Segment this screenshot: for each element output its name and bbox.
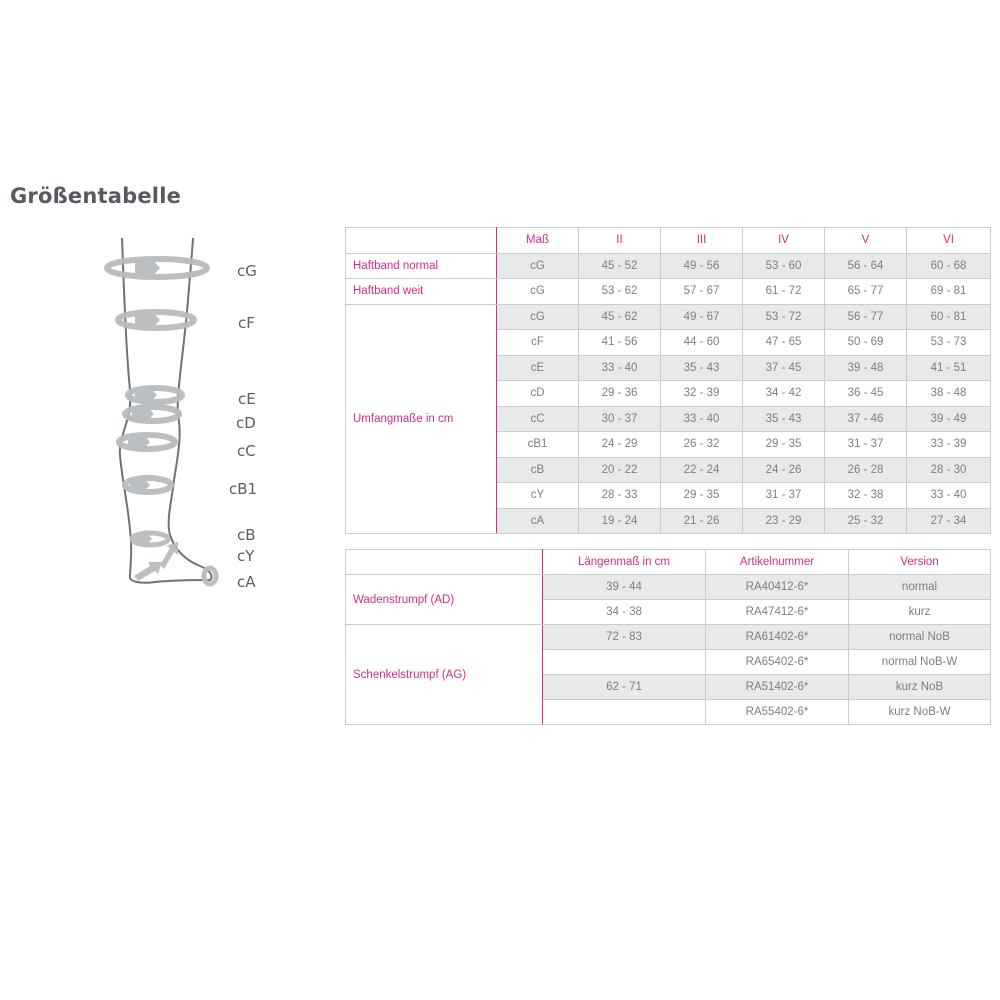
value-cell: 33 - 39: [907, 432, 991, 458]
value-cell: 36 - 45: [825, 381, 907, 407]
table-row: [346, 625, 991, 650]
value-cell: 30 - 37: [579, 406, 661, 432]
label-cG: cG: [237, 262, 257, 280]
header-mass: Maß: [497, 228, 579, 254]
value-cell: 41 - 51: [907, 355, 991, 381]
value-cell: 47 - 65: [743, 330, 825, 356]
mass-cell: cB: [497, 457, 579, 483]
value-cell: 41 - 56: [579, 330, 661, 356]
value-cell: 53 - 72: [743, 304, 825, 330]
article-table: [345, 549, 991, 725]
value-cell: 24 - 29: [579, 432, 661, 458]
article-cell: RA65402-6*: [706, 650, 849, 675]
value-cell: 45 - 52: [579, 253, 661, 279]
header-empty: [346, 550, 543, 575]
value-cell: 26 - 28: [825, 457, 907, 483]
value-cell: 35 - 43: [661, 355, 743, 381]
length-cell: 34 - 38: [543, 600, 706, 625]
label-cA: cA: [237, 573, 256, 591]
value-cell: 29 - 36: [579, 381, 661, 407]
article-cell: RA51402-6*: [706, 675, 849, 700]
value-cell: 45 - 62: [579, 304, 661, 330]
value-cell: 37 - 45: [743, 355, 825, 381]
value-cell: 60 - 68: [907, 253, 991, 279]
value-cell: 29 - 35: [743, 432, 825, 458]
label-cY: cY: [237, 547, 255, 565]
article-cell: RA61402-6*: [706, 625, 849, 650]
article-cell: RA40412-6*: [706, 575, 849, 600]
header-empty: [346, 228, 497, 254]
value-cell: 65 - 77: [825, 279, 907, 305]
value-cell: 22 - 24: [661, 457, 743, 483]
article-table-header: [346, 550, 991, 575]
value-cell: 44 - 60: [661, 330, 743, 356]
value-cell: 23 - 29: [743, 508, 825, 534]
value-cell: 21 - 26: [661, 508, 743, 534]
mass-cell: cG: [497, 253, 579, 279]
value-cell: 38 - 48: [907, 381, 991, 407]
value-cell: 49 - 56: [661, 253, 743, 279]
table-row: [346, 575, 991, 600]
value-cell: 39 - 48: [825, 355, 907, 381]
length-cell: 62 - 71: [543, 675, 706, 700]
value-cell: 31 - 37: [743, 483, 825, 509]
row-group-label: Haftband weit: [346, 279, 497, 305]
length-cell: [543, 700, 706, 725]
value-cell: 37 - 46: [825, 406, 907, 432]
value-cell: 28 - 30: [907, 457, 991, 483]
value-cell: 50 - 69: [825, 330, 907, 356]
value-cell: 26 - 32: [661, 432, 743, 458]
version-cell: normal NoB-W: [849, 650, 991, 675]
value-cell: 31 - 37: [825, 432, 907, 458]
version-cell: kurz NoB-W: [849, 700, 991, 725]
value-cell: 60 - 81: [907, 304, 991, 330]
header-length: Längenmaß in cm: [543, 550, 706, 575]
table-row: [346, 304, 991, 330]
value-cell: 29 - 35: [661, 483, 743, 509]
label-cD: cD: [236, 414, 256, 432]
mass-cell: cY: [497, 483, 579, 509]
value-cell: 33 - 40: [907, 483, 991, 509]
version-cell: kurz NoB: [849, 675, 991, 700]
value-cell: 25 - 32: [825, 508, 907, 534]
value-cell: 34 - 42: [743, 381, 825, 407]
version-cell: kurz: [849, 600, 991, 625]
value-cell: 27 - 34: [907, 508, 991, 534]
label-cF: cF: [238, 314, 255, 332]
header-size: V: [825, 228, 907, 254]
header-size: III: [661, 228, 743, 254]
table-row: [346, 253, 991, 279]
value-cell: 57 - 67: [661, 279, 743, 305]
article-cell: RA55402-6*: [706, 700, 849, 725]
value-cell: 61 - 72: [743, 279, 825, 305]
leg-measurement-diagram: [100, 230, 230, 600]
header-version: Version: [849, 550, 991, 575]
label-cB: cB: [237, 526, 256, 544]
value-cell: 56 - 77: [825, 304, 907, 330]
article-cell: RA47412-6*: [706, 600, 849, 625]
value-cell: 49 - 67: [661, 304, 743, 330]
value-cell: 32 - 38: [825, 483, 907, 509]
table-row: [346, 279, 991, 305]
length-cell: 72 - 83: [543, 625, 706, 650]
value-cell: 28 - 33: [579, 483, 661, 509]
label-cE: cE: [238, 390, 256, 408]
header-size: VI: [907, 228, 991, 254]
value-cell: 19 - 24: [579, 508, 661, 534]
row-group-label: Schenkelstrumpf (AG): [346, 625, 543, 725]
value-cell: 32 - 39: [661, 381, 743, 407]
size-table: [345, 227, 991, 534]
value-cell: 39 - 49: [907, 406, 991, 432]
value-cell: 53 - 62: [579, 279, 661, 305]
label-cB1: cB1: [229, 480, 258, 498]
mass-cell: cF: [497, 330, 579, 356]
mass-cell: cA: [497, 508, 579, 534]
row-group-label: Wadenstrumpf (AD): [346, 575, 543, 625]
row-group-label: Haftband normal: [346, 253, 497, 279]
value-cell: 35 - 43: [743, 406, 825, 432]
size-table-header: [346, 228, 991, 254]
length-cell: [543, 650, 706, 675]
mass-cell: cE: [497, 355, 579, 381]
value-cell: 20 - 22: [579, 457, 661, 483]
value-cell: 24 - 26: [743, 457, 825, 483]
value-cell: 53 - 73: [907, 330, 991, 356]
value-cell: 69 - 81: [907, 279, 991, 305]
value-cell: 33 - 40: [661, 406, 743, 432]
length-cell: 39 - 44: [543, 575, 706, 600]
version-cell: normal: [849, 575, 991, 600]
label-cC: cC: [237, 442, 256, 460]
mass-cell: cD: [497, 381, 579, 407]
mass-cell: cG: [497, 304, 579, 330]
header-size: IV: [743, 228, 825, 254]
version-cell: normal NoB: [849, 625, 991, 650]
value-cell: 56 - 64: [825, 253, 907, 279]
row-group-label: Umfangmaße in cm: [346, 304, 497, 534]
mass-cell: cC: [497, 406, 579, 432]
header-size: II: [579, 228, 661, 254]
mass-cell: cB1: [497, 432, 579, 458]
value-cell: 33 - 40: [579, 355, 661, 381]
value-cell: 53 - 60: [743, 253, 825, 279]
mass-cell: cG: [497, 279, 579, 305]
page-title: Größentabelle: [10, 184, 182, 208]
header-article: Artikelnummer: [706, 550, 849, 575]
